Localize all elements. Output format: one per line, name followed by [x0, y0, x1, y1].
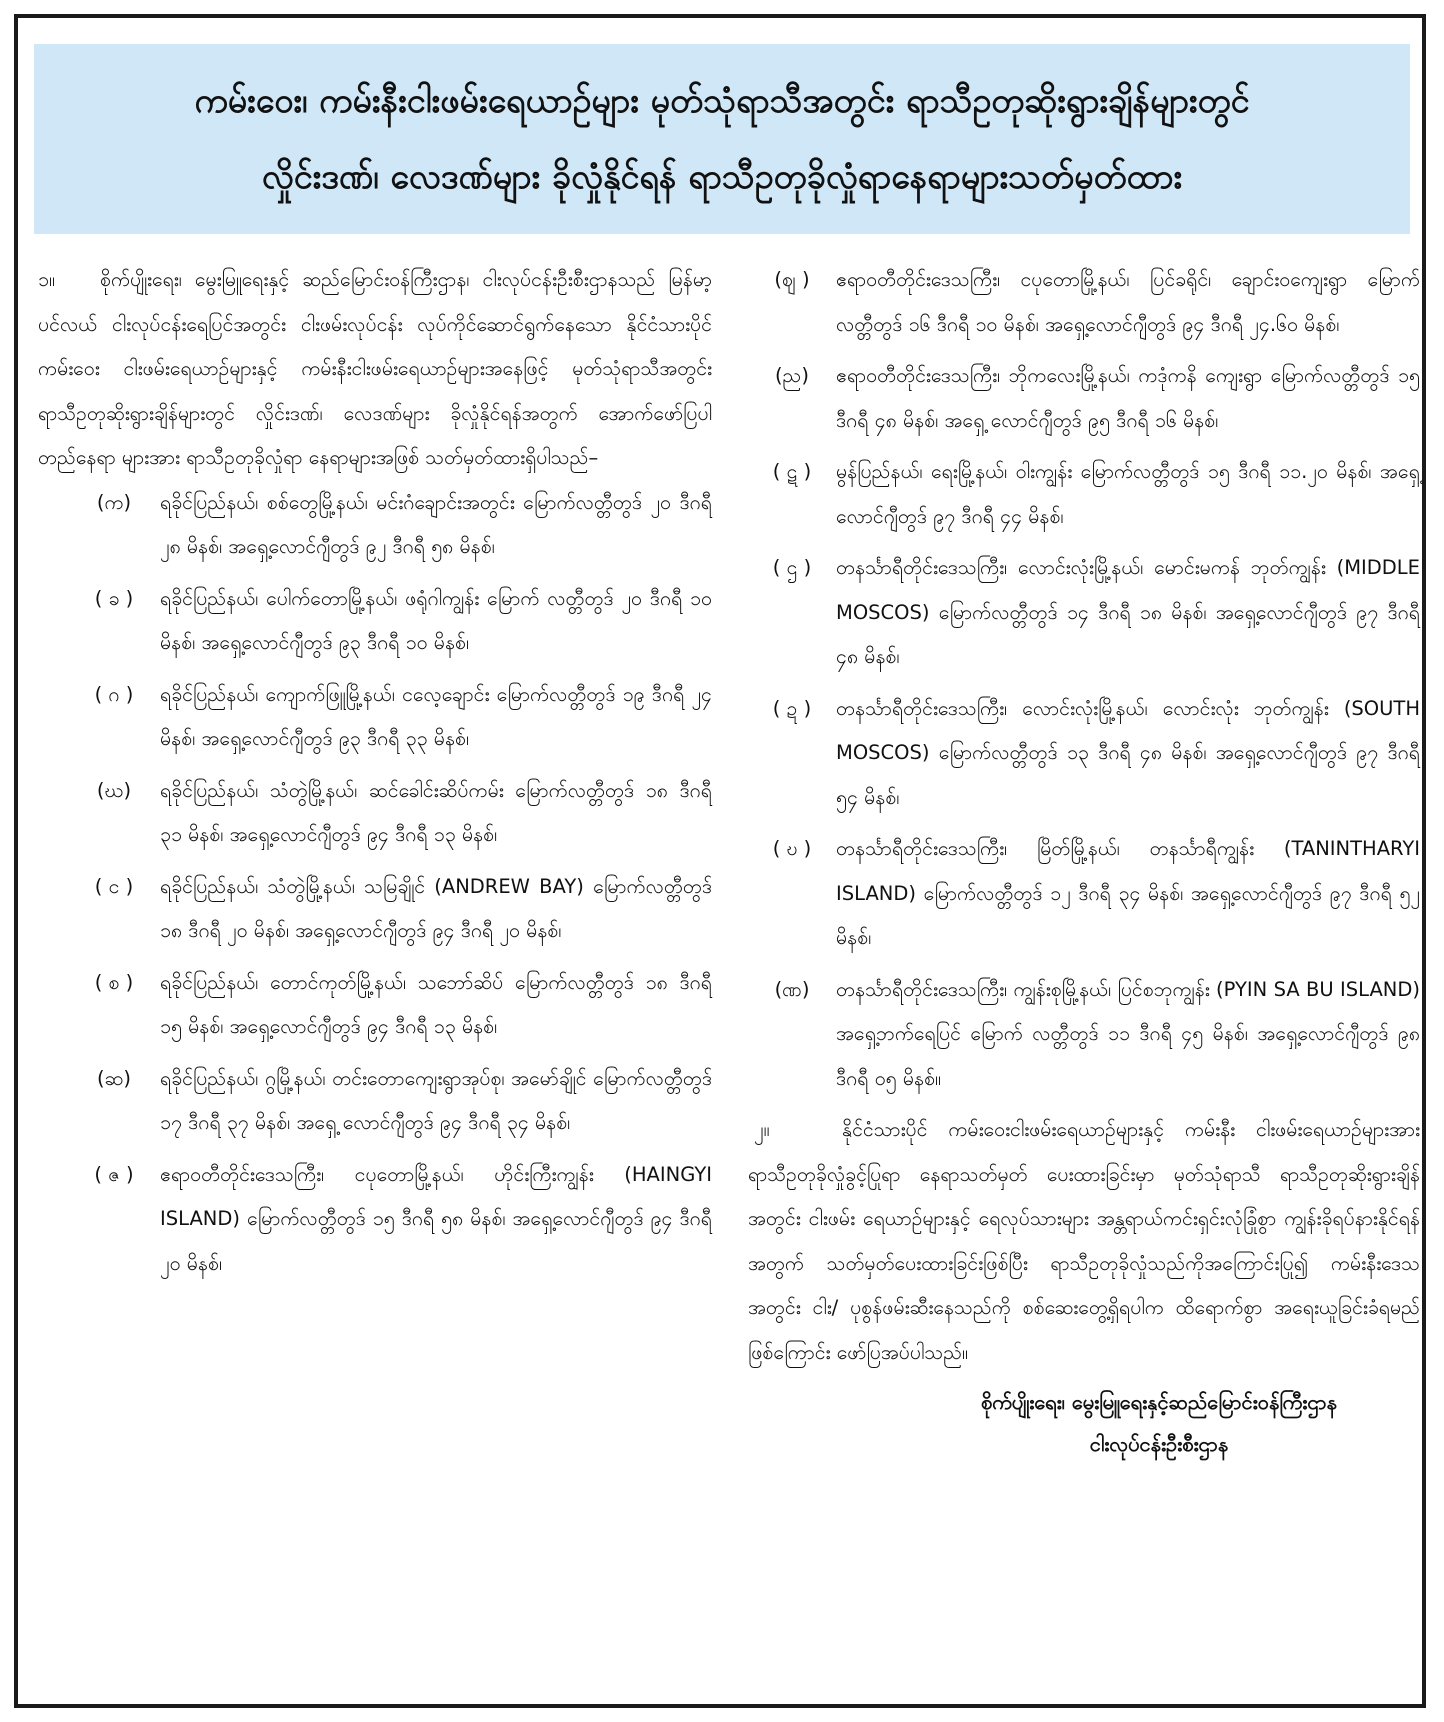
closing-paragraph — [748, 1108, 1420, 1375]
intro-text: စိုက်ပျိုးရေး၊ မွေးမြူရေးနှင့် ဆည်မြောင်းဝန်ကြီးဌာန၊ ငါးလုပ်ငန်းဦးစီးဌာနသည် မြန်မာ့ပင်လယ် ငါးလုပ်ငန်းရေပြင်အတွင်း ငါးဖမ်းလုပ်ငန်း လုပ်ကိုင်ဆောင်ရွက်နေသော နိုင်ငံသားပိုင် ကမ်းဝေး ငါးဖမ်းရေယာဉ်များနှင့် ကမ်းနီးငါးဖမ်းရေယာဉ်များအနေဖြင့် မုတ်သုံရာသီအတွင်း ရာသီဥတုဆိုးရွားချိန်များတွင် လှိုင်းဒဏ်၊ လေဒဏ်များ ခိုလှုံနိုင်ရန်အတွက် အောက်ဖော်ပြပါ တည်နေရာ များအား ရာသီဥတုခိုလှုံရာ နေရာများအဖြစ် သတ်မှတ်ထားရှိပါသည်– — [38, 268, 712, 469]
location-item — [748, 354, 1420, 443]
item-number: (ဃ) — [96, 778, 132, 802]
item-number: ( ဇ ) — [94, 1162, 134, 1186]
intro-paragraph — [38, 258, 712, 481]
right-column — [748, 258, 1420, 1465]
location-item — [38, 865, 712, 954]
title-line-1: ကမ်းဝေး၊ ကမ်းနီးငါးဖမ်းရေယာဉ်များ မုတ်သုံရာသီအတွင်း ရာသီဥတုဆိုးရွားချိန်များတွင် — [194, 81, 1250, 121]
item-text: ရခိုင်ပြည်နယ်၊ ဂွမြို့နယ်၊ တင်းတောကျေးရွာအုပ်စု၊ အမော်ချိုင် မြောက်လတ္တီတွဒ် ၁၇ ဒီဂရီ ၃၇ မိနစ်၊ အရှေ့ လောင်ဂျီတွဒ် ၉၄ ဒီဂရီ ၃၄ မိနစ်၊ — [160, 1066, 712, 1134]
item-number: (ဈ ) — [774, 268, 810, 291]
item-number: ( ဍ ) — [772, 696, 812, 720]
item-number: ( စ ) — [94, 970, 134, 994]
paragraph-number: ၂။ — [754, 1118, 770, 1141]
location-item — [748, 258, 1420, 347]
signature-ministry: စိုက်ပျိုးရေး၊ မွေးမြူရေးနှင့်ဆည်မြောင်းဝန်ကြီးဌာန — [980, 1390, 1337, 1414]
location-item — [748, 546, 1420, 680]
location-item — [748, 968, 1420, 1102]
item-text: မွန်ပြည်နယ်၊ ရေးမြို့နယ်၊ ဝါးကျွန်း မြောက်လတ္တီတွဒ် ၁၅ ဒီဂရီ ၁၁.၂၀ မိနစ်၊ အရှေ့လောင်ဂျီတွဒ် ၉၇ ဒီဂရီ ၄၄ မိနစ်၊ — [836, 460, 1420, 528]
location-item — [38, 1153, 712, 1287]
location-item — [38, 1057, 712, 1146]
item-text: ဧရာဝတီတိုင်းဒေသကြီး၊ ဘိုကလေးမြို့နယ်၊ ကဒုံကနိ ကျေးရွာ မြောက်လတ္တီတွဒ် ၁၅ ဒီဂရီ ၄၈ မိနစ်၊ အရှေ့ လောင်ဂျီတွဒ် ၉၅ ဒီဂရီ ၁၆ မိနစ်၊ — [836, 364, 1420, 432]
item-number: (ဆ) — [96, 1066, 132, 1090]
title-banner — [34, 44, 1410, 234]
location-item — [748, 827, 1420, 961]
location-item — [38, 769, 712, 858]
item-text: တနင်္သာရီတိုင်းဒေသကြီး၊ လောင်းလုံးမြို့နယ်၊ လောင်းလုံး ဘုတ်ကျွန်း (SOUTH MOSCOS) မြောက်လတ္တီတွဒ် ၁၃ ဒီဂရီ ၄၈ မိနစ်၊ အရှေ့လောင်ဂျီတွဒ် ၉၇ ဒီဂရီ ၅၄ မိနစ်၊ — [836, 696, 1420, 809]
item-number: (ည) — [774, 364, 810, 387]
signature-block — [748, 1381, 1420, 1465]
closing-text: နိုင်ငံသားပိုင် ကမ်းဝေးငါးဖမ်းရေယာဉ်များနှင့် ကမ်းနီး ငါးဖမ်းရေယာဉ်များအား ရာသီဥတုခိုလှုံခွင့်ပြုရာ နေရာသတ်မှတ် ပေးထားခြင်းမှာ မုတ်သုံရာသီ ရာသီဥတုဆိုးရွားချိန်အတွင်း ငါးဖမ်း ရေယာဉ်များနှင့် ရေလုပ်သားများ အန္တရာယ်ကင်းရှင်းလုံခြုံစွာ ကျွန်းခိုရပ်နားနိုင်ရန်အတွက် သတ်မှတ်ပေးထားခြင်းဖြစ်ပြီး ရာသီဥတုခိုလှုံသည်ကိုအကြောင်းပြု၍ ကမ်းနီးဒေသအတွင်း ငါး/ ပုစွန်ဖမ်းဆီးနေသည်ကို စစ်ဆေးတွေ့ရှိရပါက ထိရောက်စွာ အရေးယူခြင်းခံရမည်ဖြစ်ကြောင်း ဖော်ပြအပ်ပါသည်။ — [748, 1118, 1420, 1364]
left-column — [38, 258, 712, 1293]
signature-department: ငါးလုပ်ငန်းဦးစီးဌာန — [1089, 1432, 1229, 1456]
item-text: ဧရာဝတီတိုင်းဒေသကြီး၊ ငပုတောမြို့နယ်၊ ဟိုင်းကြီးကျွန်း (HAINGYI ISLAND) မြောက်လတ္တီတွဒ် ၁၅ ဒီဂရီ ၅၈ မိနစ်၊ အရှေ့လောင်ဂျီတွဒ် ၉၄ ဒီဂရီ ၂၀ မိနစ်၊ — [160, 1162, 712, 1275]
item-number: ( ခ ) — [94, 586, 134, 610]
left-location-list — [38, 481, 712, 1287]
location-item — [38, 481, 712, 570]
location-item — [38, 961, 712, 1050]
item-text: ရခိုင်ပြည်နယ်၊ သံတွဲမြို့နယ်၊ ဆင်ခေါင်းဆိပ်ကမ်း မြောက်လတ္တီတွဒ် ၁၈ ဒီဂရီ ၃၁ မိနစ်၊ အရှေ့လောင်ဂျီတွဒ် ၉၄ ဒီဂရီ ၁၃ မိနစ်၊ — [160, 778, 712, 846]
title-line-2: လှိုင်းဒဏ်၊ လေဒဏ်များ ခိုလှုံနိုင်ရန် ရာသီဥတုခိုလှုံရာနေရာများသတ်မှတ်ထား — [261, 157, 1183, 197]
item-number: ( ဂ ) — [94, 682, 134, 706]
item-number: ( ဎ ) — [772, 837, 812, 860]
item-text: ရခိုင်ပြည်နယ်၊ တောင်ကုတ်မြို့နယ်၊ သဘော်ဆိပ် မြောက်လတ္တီတွဒ် ၁၈ ဒီဂရီ ၁၅ မိနစ်၊ အရှေ့လောင်ဂျီတွဒ် ၉၄ ဒီဂရီ ၁၃ မိနစ်၊ — [160, 970, 712, 1038]
item-number: (ဏ) — [774, 977, 810, 1001]
paragraph-number: ၁။ — [38, 268, 55, 291]
item-text: တနင်္သာရီတိုင်းဒေသကြီး၊ လောင်းလုံးမြို့နယ်၊ မောင်းမကန် ဘုတ်ကျွန်း (MIDDLE MOSCOS) မြောက်လတ္တီတွဒ် ၁၄ ဒီဂရီ ၁၈ မိနစ်၊ အရှေ့လောင်ဂျီတွဒ် ၉၇ ဒီဂရီ ၄၈ မိနစ်၊ — [836, 556, 1420, 668]
location-item — [748, 687, 1420, 821]
item-text: ရခိုင်ပြည်နယ်၊ ကျောက်ဖြူမြို့နယ်၊ ငလေ့ချောင်း မြောက်လတ္တီတွဒ် ၁၉ ဒီဂရီ ၂၄ မိနစ်၊ အရှေ့လောင်ဂျီတွဒ် ၉၃ ဒီဂရီ ၃၃ မိနစ်၊ — [160, 682, 712, 750]
item-text: ဧရာဝတီတိုင်းဒေသကြီး၊ ငပုတောမြို့နယ်၊ ပြင်ခရိုင်၊ ချောင်းဝကျေးရွာ မြောက်လတ္တီတွဒ် ၁၆ ဒီဂရီ ၁၀ မိနစ်၊ အရှေ့လောင်ဂျီတွဒ် ၉၄ ဒီဂရီ ၂၄.၆၀ မိနစ်၊ — [836, 268, 1420, 336]
location-item — [38, 577, 712, 666]
location-item — [748, 450, 1420, 539]
location-item — [38, 673, 712, 762]
item-number: (က) — [96, 490, 132, 514]
item-text: ရခိုင်ပြည်နယ်၊ ပေါက်တောမြို့နယ်၊ ဖရုံဂါကျွန်း မြောက် လတ္တီတွဒ် ၂၀ ဒီဂရီ ၁၀ မိနစ်၊ အရှေ့လောင်ဂျီတွဒ် ၉၃ ဒီဂရီ ၁၀ မိနစ်၊ — [160, 586, 712, 654]
item-number: ( ဌ ) — [772, 556, 812, 579]
item-text: ရခိုင်ပြည်နယ်၊ စစ်တွေမြို့နယ်၊ မင်းဂံချောင်းအတွင်း မြောက်လတ္တီတွဒ် ၂၀ ဒီဂရီ ၂၈ မိနစ်၊ အရှေ့လောင်ဂျီတွဒ် ၉၂ ဒီဂရီ ၅၈ မိနစ်၊ — [160, 490, 712, 558]
item-number: ( ဋ ) — [772, 460, 812, 483]
item-text: တနင်္သာရီတိုင်းဒေသကြီး၊ မြိတ်မြို့နယ်၊ တနင်္သာရီကျွန်း (TANINTHARYI ISLAND) မြောက်လတ္တီတွဒ် ၁၂ ဒီဂရီ ၃၄ မိနစ်၊ အရှေ့လောင်ဂျီတွဒ် ၉၇ ဒီဂရီ ၅၂ မိနစ်၊ — [836, 837, 1420, 949]
right-location-list — [748, 258, 1420, 1101]
item-text: တနင်္သာရီတိုင်းဒေသကြီး၊ ကျွန်းစုမြို့နယ်၊ ပြင်စဘုကျွန်း (PYIN SA BU ISLAND) အရှေ့ဘက်ရေပြင် မြောက် လတ္တီတွဒ် ၁၁ ဒီဂရီ ၄၅ မိနစ်၊ အရှေ့လောင်ဂျီတွဒ် ၉၈ ဒီဂရီ ၀၅ မိနစ်။ — [836, 977, 1420, 1090]
item-text: ရခိုင်ပြည်နယ်၊ သံတွဲမြို့နယ်၊ သမြချိုင် (ANDREW BAY) မြောက်လတ္တီတွဒ် ၁၈ ဒီဂရီ ၂၀ မိနစ်၊ အရှေ့လောင်ဂျီတွဒ် ၉၄ ဒီဂရီ ၂၀ မိနစ်၊ — [160, 874, 712, 942]
item-number: ( င ) — [94, 874, 134, 898]
